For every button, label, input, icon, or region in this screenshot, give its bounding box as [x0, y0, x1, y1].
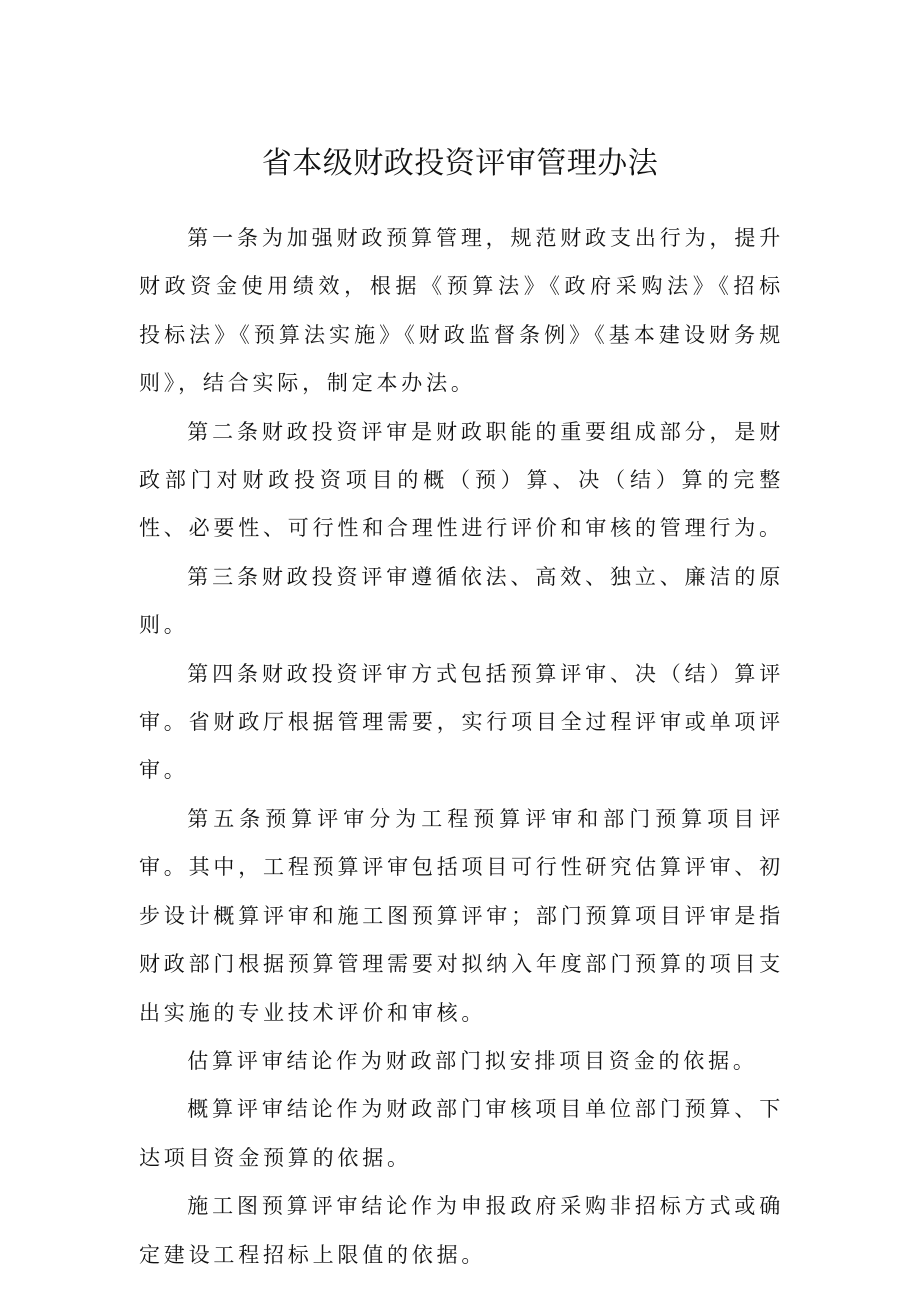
article-5-paragraph: 第五条预算评审分为工程预算评审和部门预算项目评审。其中，工程预算评审包括项目可行性研究估算评审、初步设计概算评审和施工图预算评审；部门预算项目评审是指财政部门根据预算管理需要对拟纳入年度部门预算的项目支出实施的专业技术评价和审核。 — [139, 806, 784, 1025]
budget-estimate-review-paragraph: 概算评审结论作为财政部门审核项目单位部门预算、下达项目资金预算的依据。 — [139, 1097, 784, 1170]
document-body — [139, 214, 784, 1279]
estimate-review-paragraph: 估算评审结论作为财政部门拟安排项目资金的依据。 — [187, 1048, 758, 1073]
document-title: 省本级财政投资评审管理办法 — [261, 146, 659, 181]
article-2-paragraph: 第二条财政投资评审是财政职能的重要组成部分，是财政部门对财政投资项目的概（预）算、决（结）算的完整性、必要性、可行性和合理性进行评价和审核的管理行为。 — [139, 419, 784, 541]
article-4-paragraph: 第四条财政投资评审方式包括预算评审、决（结）算评审。省财政厅根据管理需要，实行项目全过程评审或单项评审。 — [139, 661, 784, 783]
article-3-paragraph: 第三条财政投资评审遵循依法、高效、独立、廉洁的原则。 — [139, 564, 784, 638]
construction-drawing-review-paragraph: 施工图预算评审结论作为申报政府采购非招标方式或确定建设工程招标上限值的依据。 — [139, 1194, 784, 1267]
article-1-paragraph: 第一条为加强财政预算管理，规范财政支出行为，提升财政资金使用绩效，根据《预算法》《政府采购法》《招标投标法》《预算法实施》《财政监督条例》《基本建设财务规则》，结合实际，制定本办法。 — [139, 226, 784, 396]
